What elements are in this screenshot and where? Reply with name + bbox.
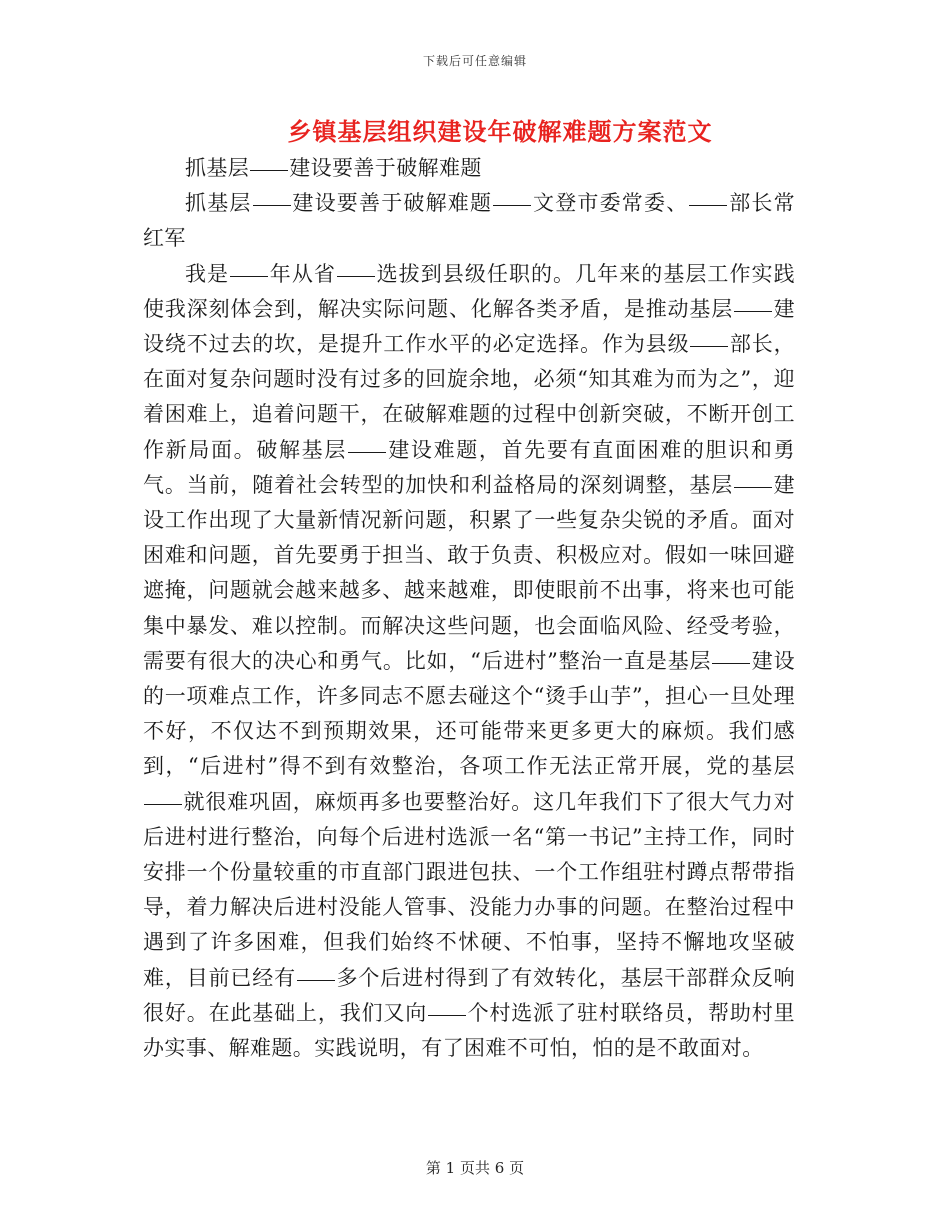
page-number: 第 1 页共 6 页 — [425, 1159, 525, 1177]
blank-underline — [428, 1014, 466, 1016]
blank-underline — [712, 662, 750, 664]
blank-underline — [250, 169, 288, 171]
blank-underline — [734, 310, 772, 312]
blank-underline — [690, 345, 728, 347]
blank-underline — [144, 803, 182, 805]
blank-underline — [348, 451, 386, 453]
subtitle-line: 抓基层 建设要善于破解难题 — [185, 156, 482, 180]
blank-underline — [734, 486, 772, 488]
blank-underline — [493, 204, 531, 206]
author-line: 抓基层 建设要善于破解难题 文登市委常委、 部长常红军 — [143, 191, 796, 251]
blank-underline — [689, 204, 727, 206]
document-body — [143, 151, 795, 1066]
blank-underline — [297, 979, 335, 981]
blank-underline — [230, 275, 268, 277]
document-title: 乡镇基层组织建设年破解难题方案范文 — [287, 117, 713, 146]
body-paragraph: 我是 年从省 选拔到县级任职的。几年来的基层工作实践使我深刻体会到，解决实际问题、化解各类矛盾，是推动基层 建设绕不过去的坎，是提升工作水平的必定选择。作为县级 部长，在面对复杂问题时没有过多的回旋余地，必须“知其难为而为之”，迎着困难上，追着问题干，在破解难题的过程中创新突破，不断开创工作新局面。破解基层 建设难题，首先要有直面困难的胆识和勇气。当前，随着社会转型的加快和利益格局的深刻调整，基层 建设工作出现了大量新情况新问题，积累了一些复杂尖锐的矛盾。面对困难和问题，首先要勇于担当、敢于负责、积极应对。假如一味回避遮掩，问题就会越来越多、越来越难，即使眼前不出事，将来也可能集中暴发、难以控制。而解决这些问题，也会面临风险、经受考验，需要有很大的决心和勇气。比如，“后进村”整治一直是基层 建设的一项难点工作，许多同志不愿去碰这个“烫手山芋”，担心一旦处理不好，不仅达不到预期效果，还可能带来更多更大的麻烦。我们感到，“后进村”得不到有效整治，各项工作无法正常开展，党的基层就很难巩固，麻烦再多也要整治好。这几年我们下了很大气力对后进村进行整治，向每个后进村选派一名“第一书记”主持工作，同时安排一个份量较重的市直部门跟进包扶、一个工作组驻村蹲点帮带指导，着力解决后进村没能人管事、没能力办事的问题。在整治过程中遇到了许多困难，但我们始终不怵硬、不怕事，坚持不懈地攻坚破难，目前已经有 多个后进村得到了有效转化，基层干部群众反响很好。在此基础上，我们又向 个村选派了驻村联络员，帮助村里办实事、解难题。实践说明，有了困难不可怕，怕的是不敢面对。 — [143, 261, 796, 1061]
header-note: 下载后可任意编辑 — [422, 54, 527, 68]
blank-underline — [337, 275, 375, 277]
blank-underline — [253, 204, 291, 206]
